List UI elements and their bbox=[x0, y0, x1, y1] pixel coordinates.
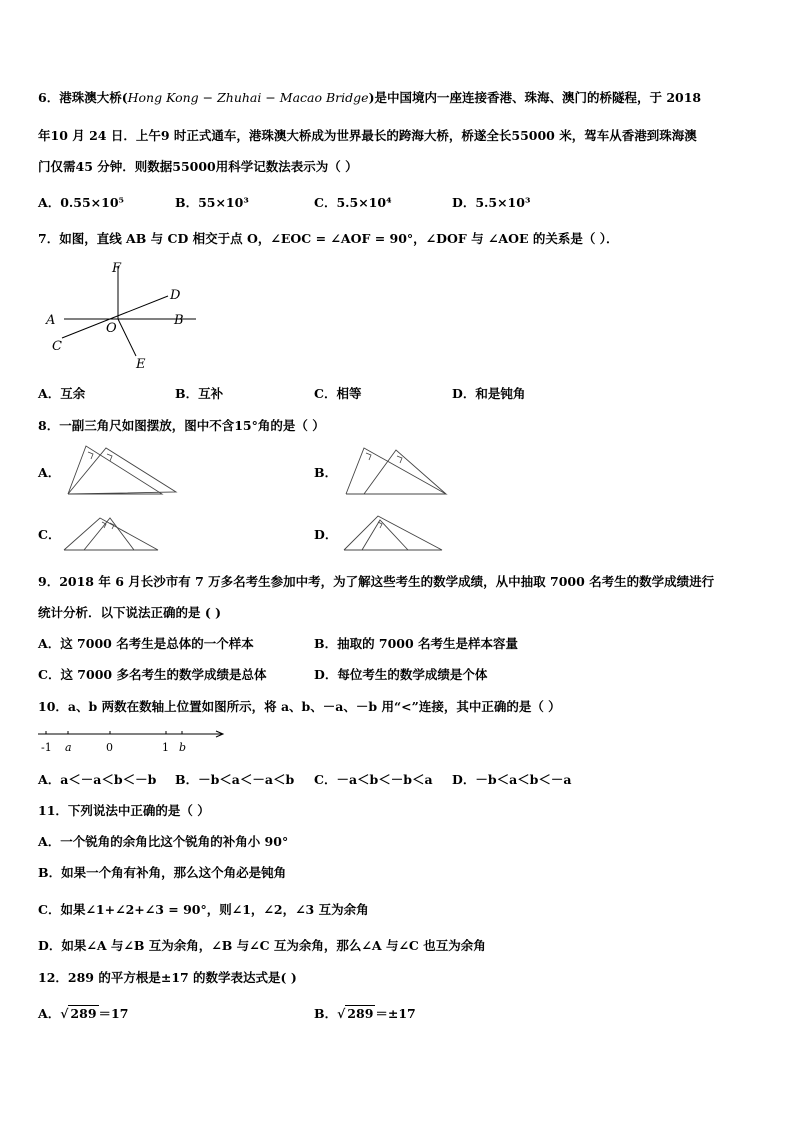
q12-stem: 12．289 的平方根是±17 的数学表达式是( ) bbox=[38, 970, 297, 985]
q6-line1 bbox=[38, 88, 701, 106]
q8-option-c: C． bbox=[38, 527, 61, 542]
q7-option-c: C．相等 bbox=[314, 386, 362, 401]
label-a: A bbox=[46, 313, 56, 328]
q8-figure-c bbox=[62, 512, 160, 554]
q9-option-b: B．抽取的 7000 名考生是样本容量 bbox=[314, 636, 519, 651]
sqrt-icon: √ 289 bbox=[337, 1006, 374, 1021]
q11-option-b: B．如果一个角有补角，那么这个角必是钝角 bbox=[38, 865, 287, 880]
ray-oe bbox=[118, 319, 136, 356]
q6-option-d: D．5.5×10³ bbox=[452, 195, 531, 210]
q8-figure-b bbox=[342, 440, 454, 498]
q12-option-b-value: ＝±17 bbox=[375, 1006, 416, 1021]
label-c: C bbox=[52, 339, 62, 354]
q12-option-a-label: A． bbox=[38, 1006, 61, 1021]
tick-label-minus-one: -1 bbox=[41, 741, 52, 754]
q6-option-c: C．5.5×10⁴ bbox=[314, 195, 392, 210]
q11-stem: 11．下列说法中正确的是（ ） bbox=[38, 803, 210, 818]
q6-option-b: B．55×10³ bbox=[175, 195, 249, 210]
q7-option-d: D．和是钝角 bbox=[452, 386, 526, 401]
q6-line3: 门仅需45 分钟．则数据55000用科学记数法表示为（ ） bbox=[38, 159, 358, 174]
q12-option-a-value: ＝17 bbox=[98, 1006, 129, 1021]
q11-option-d: D．如果∠A 与∠B 互为余角，∠B 与∠C 互为余角，那么∠A 与∠C 也互为余角 bbox=[38, 938, 486, 953]
tick-label-a: a bbox=[65, 741, 72, 754]
q6-line2: 年10 月 24 日．上午9 时正式通车，港珠澳大桥成为世界最长的跨海大桥，桥遂全长55000 米，驾车从香港到珠海澳 bbox=[38, 128, 697, 143]
q8-option-b: B． bbox=[314, 465, 338, 480]
tick-label-zero: 0 bbox=[106, 741, 113, 754]
q9-line1: 9．2018 年 6 月长沙市有 7 万多名考生参加中考，为了解这些考生的数学成绩，从中抽取 7000 名考生的数学成绩进行 bbox=[38, 574, 715, 589]
label-f: F bbox=[112, 261, 122, 276]
q8-stem: 8．一副三角尺如图摆放，图中不含15°角的是（ ） bbox=[38, 418, 325, 433]
q11-option-a: A．一个锐角的余角比这个锐角的补角小 90° bbox=[38, 834, 289, 849]
q10-option-c: C．－a＜b＜－b＜a bbox=[314, 772, 433, 787]
q7-figure bbox=[40, 258, 210, 370]
q12-option-b bbox=[314, 1004, 416, 1022]
tick-label-b: b bbox=[179, 741, 187, 754]
q7-option-a: A．互余 bbox=[38, 386, 86, 401]
q10-stem: 10．a、b 两数在数轴上位置如图所示，将 a、b、－a、－b 用“<”连接，其中正确的是（ ） bbox=[38, 699, 561, 714]
label-b: B bbox=[174, 313, 184, 328]
q8-option-d: D． bbox=[314, 527, 338, 542]
q10-option-a: A．a＜－a＜b＜－b bbox=[38, 772, 157, 787]
q6-line1-em: Hong Kong − Zhuhai − Macao Bridge bbox=[127, 90, 369, 105]
q6-option-a: A．0.55×10⁵ bbox=[38, 195, 124, 210]
q6-line1-pre: 6．港珠澳大桥( bbox=[38, 90, 128, 105]
q10-option-d: D．－b＜a＜b＜－a bbox=[452, 772, 572, 787]
q10-option-b: B．－b＜a＜－a＜b bbox=[175, 772, 295, 787]
q8-figure-a bbox=[64, 440, 182, 498]
label-d: D bbox=[170, 288, 181, 303]
q9-option-d: D．每位考生的数学成绩是个体 bbox=[314, 667, 488, 682]
q8-option-a: A． bbox=[38, 465, 61, 480]
q9-line2: 统计分析．以下说法正确的是 ( ) bbox=[38, 605, 222, 620]
q9-option-a: A．这 7000 名考生是总体的一个样本 bbox=[38, 636, 254, 651]
q6-line1-post: )是中国境内一座连接香港、珠海、澳门的桥隧程，于 2018 bbox=[368, 90, 702, 105]
q12-option-a bbox=[38, 1004, 128, 1022]
sqrt-icon: √ 289 bbox=[60, 1006, 97, 1021]
tick-label-one: 1 bbox=[162, 741, 169, 754]
q12-option-b-label: B． bbox=[314, 1006, 338, 1021]
q11-option-c: C．如果∠1+∠2+∠3 = 90°，则∠1，∠2，∠3 互为余角 bbox=[38, 902, 369, 917]
q8-figure-d bbox=[342, 512, 446, 554]
q12-option-b-radicand: 289 bbox=[347, 1006, 374, 1021]
label-e: E bbox=[136, 357, 146, 370]
q10-number-line bbox=[36, 722, 230, 756]
q7-option-b: B．互补 bbox=[175, 386, 224, 401]
label-o: O bbox=[106, 321, 117, 336]
q7-stem: 7．如图，直线 AB 与 CD 相交于点 O，∠EOC = ∠AOF = 90°，∠DOF 与 ∠AOE 的关系是（ ）． bbox=[38, 231, 619, 246]
q9-option-c: C．这 7000 多名考生的数学成绩是总体 bbox=[38, 667, 267, 682]
q12-option-a-radicand: 289 bbox=[70, 1006, 97, 1021]
